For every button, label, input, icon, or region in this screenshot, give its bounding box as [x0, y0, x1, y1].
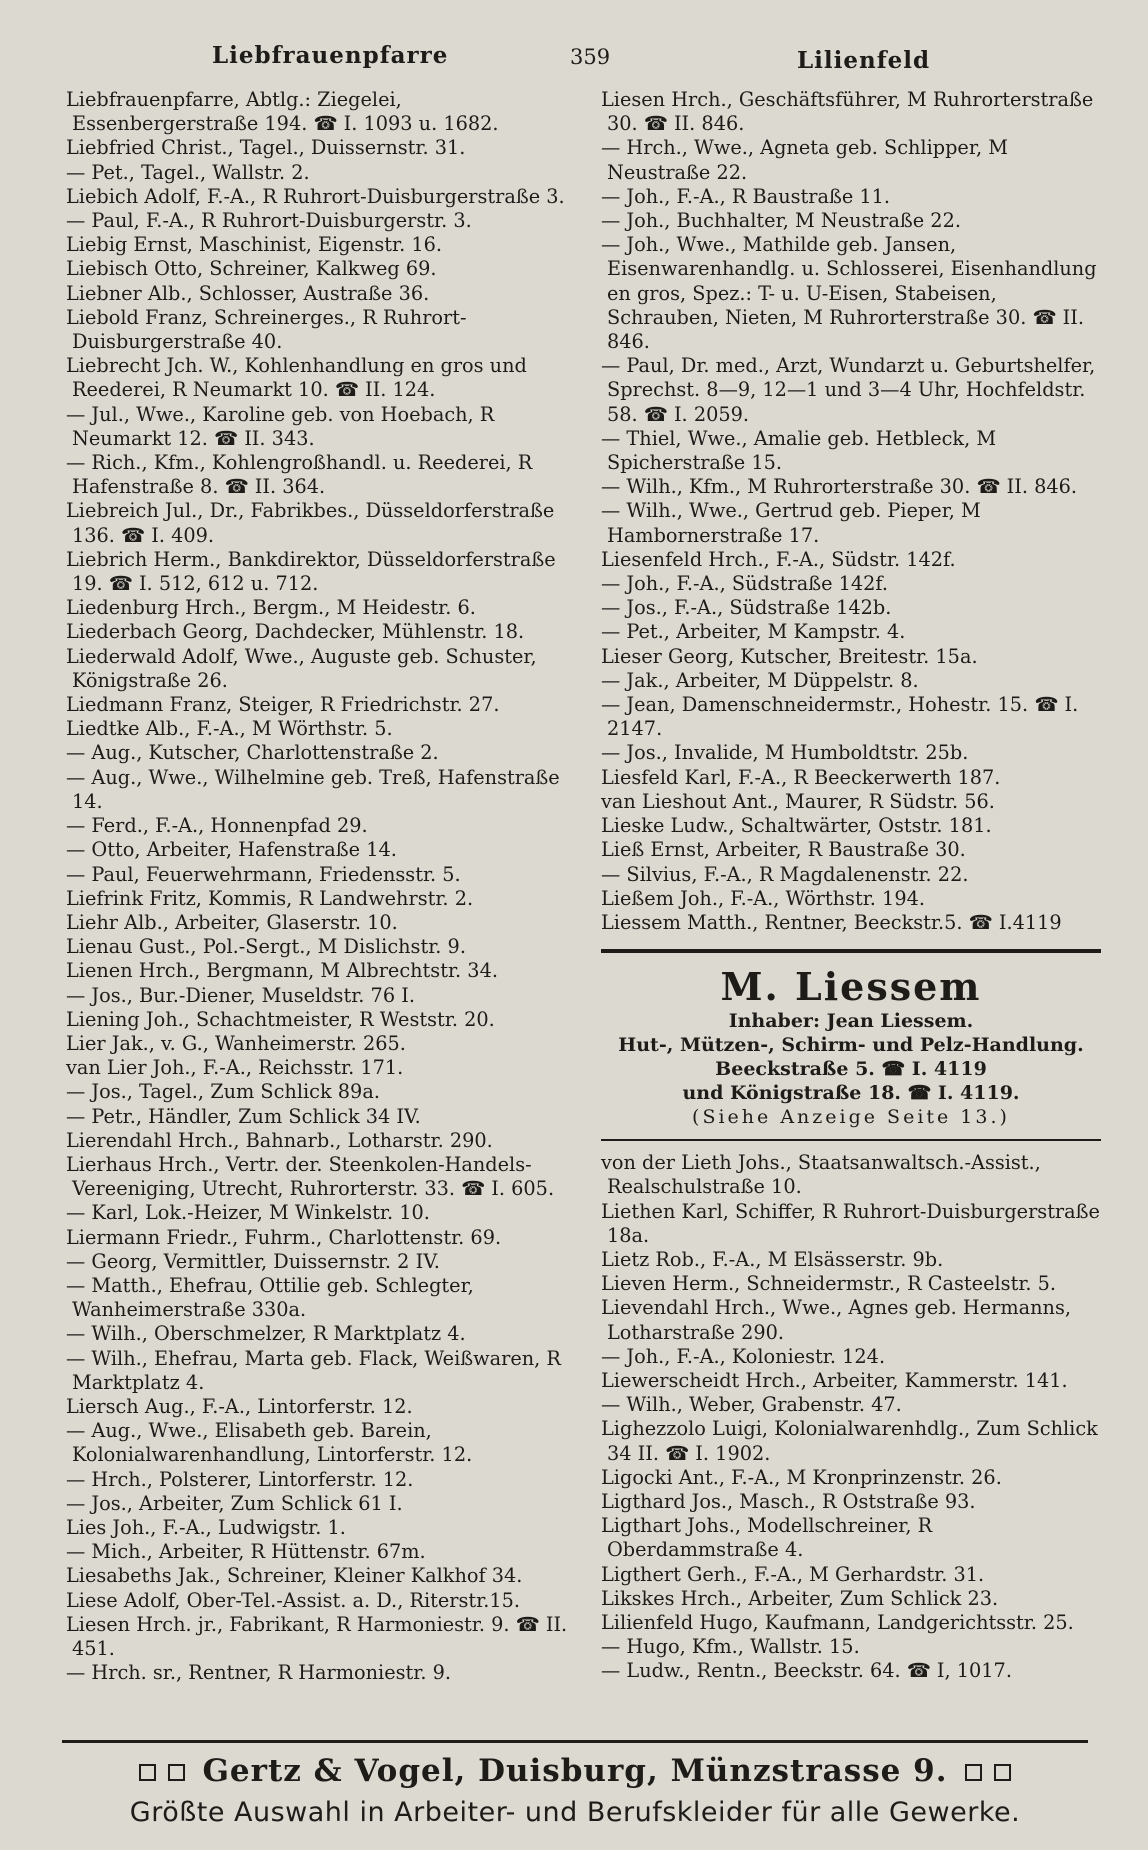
directory-entry: Lier Jak., v. G., Wanheimerstr. 265.: [66, 1031, 406, 1055]
directory-entry: — Aug., Wwe., Wilhelmine geb. Treß, Hafenstraße 14.: [66, 765, 560, 813]
directory-entry: Lilienfeld Hugo, Kaufmann, Landgerichtsstr. 25.: [601, 1610, 1074, 1634]
directory-entry: Lierhaus Hrch., Vertr. der. Steenkolen-Handels-Vereeniging, Utrecht, Ruhrorterstr. 33. ☎ I. 605.: [66, 1152, 555, 1201]
directory-entry: Liermann Friedr., Fuhrm., Charlottenstr. 69.: [66, 1225, 502, 1249]
directory-entry: Lighezzolo Luigi, Kolonialwarenhdlg., Zum Schlick 34 II. ☎ I. 1902.: [601, 1417, 1098, 1465]
directory-entry: — Otto, Arbeiter, Hafenstraße 14.: [66, 838, 397, 862]
directory-entry: Ließ Ernst, Arbeiter, R Baustraße 30.: [601, 838, 966, 862]
directory-entry: van Lieshout Ant., Maurer, R Südstr. 56.: [601, 789, 995, 813]
square-icon: [139, 1764, 156, 1781]
page-number: 359: [570, 45, 611, 69]
directory-entry: Liebreich Jul., Dr., Fabrikbes., Düsseldorferstraße 136. ☎ I. 409.: [66, 499, 555, 547]
directory-entry: Liese Adolf, Ober-Tel.-Assist. a. D., Riterstr.15.: [66, 1588, 521, 1612]
directory-entry: — Aug., Wwe., Elisabeth geb. Barein, Kolonialwarenhandlung, Lintorferstr. 12.: [66, 1419, 473, 1467]
header-right-keyword: Lilienfeld: [797, 47, 931, 74]
directory-entry: Liesen Hrch., Geschäftsführer, M Ruhrorterstraße 30. ☎ II. 846.: [601, 88, 1094, 136]
directory-entry: — Ferd., F.-A., Honnenpfad 29.: [66, 814, 368, 838]
directory-entry: Liening Joh., Schachtmeister, R Weststr. 20.: [66, 1007, 495, 1031]
directory-entry: — Petr., Händler, Zum Schlick 34 IV.: [66, 1104, 421, 1128]
directory-entry: Liesenfeld Hrch., F.-A., Südstr. 142f.: [601, 547, 956, 571]
directory-entry: Liebner Alb., Schlosser, Austraße 36.: [66, 281, 430, 305]
directory-entry: Liebfried Christ., Tagel., Duissernstr. 31.: [66, 136, 466, 160]
directory-entry: — Matth., Ehefrau, Ottilie geb. Schlegter, Wanheimerstraße 330a.: [66, 1273, 474, 1322]
directory-entry: Ligthert Gerh., F.-A., M Gerhardstr. 31.: [601, 1562, 985, 1586]
directory-entry: Lierendahl Hrch., Bahnarb., Lotharstr. 290.: [66, 1128, 493, 1152]
directory-entry: Liebold Franz, Schreinerges., R Ruhrort-Duisburgerstraße 40.: [66, 305, 467, 354]
footer-line-2: Größte Auswahl in Arbeiter- und Berufskleider für alle Gewerke.: [129, 1797, 1021, 1828]
ad-address-2: und Königstraße 18. ☎ I. 4119.: [682, 1082, 1020, 1105]
directory-entry: — Hrch., Wwe., Agneta geb. Schlipper, M Neustraße 22.: [601, 136, 1008, 184]
directory-entry: — Paul, F.-A., R Ruhrort-Duisburgerstr. 3.: [66, 209, 472, 233]
directory-entry: Liederbach Georg, Dachdecker, Mühlenstr. 18.: [66, 620, 525, 644]
directory-entry: — Thiel, Wwe., Amalie geb. Hetbleck, M Spicherstraße 15.: [601, 426, 997, 475]
directory-entry: Lienau Gust., Pol.-Sergt., M Dislichstr. 9.: [66, 935, 466, 959]
directory-entry: — Joh., Wwe., Mathilde geb. Jansen, Eisenwarenhandlg. u. Schlosserei, Eisenhandlung en gros, Spez.: T- u. U-Eisen, Stabeisen, Schrauben, Nieten, M Ruhrorterstraße 30. ☎ II. 846.: [601, 233, 1097, 354]
directory-entry: Liedenburg Hrch., Bergm., M Heidestr. 6.: [66, 596, 476, 620]
ad-owner: Inhaber: Jean Liessem.: [728, 1010, 974, 1033]
directory-entry: Liebich Adolf, F.-A., R Ruhrort-Duisburgerstraße 3.: [66, 184, 565, 208]
ad-address-1: Beeckstraße 5. ☎ I. 4119: [715, 1058, 987, 1081]
directory-entry: von der Lieth Johs., Staatsanwaltsch.-Assist., Realschulstraße 10.: [601, 1151, 1041, 1199]
directory-entry: — Wilh., Oberschmelzer, R Marktplatz 4.: [66, 1322, 466, 1346]
footer-advertisement: [62, 1740, 1088, 1828]
directory-entry: Ligthart Johs., Modellschreiner, R Oberdammstraße 4.: [601, 1514, 933, 1562]
directory-entry: — Jos., Invalide, M Humboldtstr. 25b.: [601, 741, 969, 765]
directory-entry: Lieske Ludw., Schaltwärter, Oststr. 181.: [601, 814, 992, 838]
directory-entry: Lieser Georg, Kutscher, Breitestr. 15a.: [601, 644, 978, 668]
directory-entry: — Hrch. sr., Rentner, R Harmoniestr. 9.: [66, 1661, 452, 1685]
ad-title: M. Liessem: [720, 964, 982, 1010]
directory-entry: Lies Joh., F.-A., Ludwigstr. 1.: [66, 1515, 346, 1539]
directory-entry: — Pet., Arbeiter, M Kampstr. 4.: [601, 620, 906, 644]
directory-entry: — Georg, Vermittler, Duissernstr. 2 IV.: [66, 1249, 440, 1273]
directory-entry: — Ludw., Rentn., Beeckstr. 64. ☎ I, 1017.: [601, 1659, 1012, 1683]
directory-entry: — Rich., Kfm., Kohlengroßhandl. u. Reederei, R Hafenstraße 8. ☎ II. 364.: [66, 451, 533, 499]
directory-entry: — Karl, Lok.-Heizer, M Winkelstr. 10.: [66, 1201, 430, 1225]
directory-entry: — Jos., Tagel., Zum Schlick 89a.: [66, 1080, 380, 1104]
directory-entry: Liedtke Alb., F.-A., M Wörthstr. 5.: [66, 717, 393, 741]
directory-entry: Liesen Hrch. jr., Fabrikant, R Harmoniestr. 9. ☎ II. 451.: [66, 1612, 568, 1660]
left-column: [66, 88, 570, 1685]
directory-entry: Liebfrauenpfarre, Abtlg.: Ziegelei, Essenbergerstraße 194. ☎ I. 1093 u. 1682.: [66, 88, 499, 136]
directory-entry: — Hugo, Kfm., Wallstr. 15.: [601, 1635, 860, 1659]
directory-entry: — Wilh., Wwe., Gertrud geb. Pieper, M Hambornerstraße 17.: [601, 499, 981, 547]
directory-entry: — Jul., Wwe., Karoline geb. von Hoebach, R Neumarkt 12. ☎ II. 343.: [66, 402, 495, 450]
directory-entry: Liebrich Herm., Bankdirektor, Düsseldorferstraße 19. ☎ I. 512, 612 u. 712.: [66, 547, 556, 596]
directory-entry: Ließem Joh., F.-A., Wörthstr. 194.: [601, 886, 925, 910]
advertisement-liessem: [601, 949, 1101, 1141]
directory-entry: Liebrecht Jch. W., Kohlenhandlung en gros und Reederei, R Neumarkt 10. ☎ II. 124.: [66, 354, 527, 402]
directory-entry: Liefrink Fritz, Kommis, R Landwehrstr. 2.: [66, 886, 474, 910]
directory-entry: — Pet., Tagel., Wallstr. 2.: [66, 160, 310, 184]
directory-entry: Liewerscheidt Hrch., Arbeiter, Kammerstr. 141.: [601, 1368, 1068, 1392]
directory-entry: — Silvius, F.-A., R Magdalenenstr. 22.: [601, 862, 969, 886]
directory-entry: — Wilh., Weber, Grabenstr. 47.: [601, 1393, 902, 1417]
directory-entry: Lietz Rob., F.-A., M Elsässerstr. 9b.: [601, 1247, 944, 1271]
right-column-entries-bottom: [601, 1151, 1101, 1683]
footer-line-1: [62, 1753, 1088, 1789]
directory-entry: — Jos., Bur.-Diener, Museldstr. 76 I.: [66, 983, 415, 1007]
directory-entry: — Joh., F.-A., Südstraße 142f.: [601, 572, 889, 596]
ad-see-reference: (Siehe Anzeige Seite 13.): [692, 1106, 1010, 1129]
directory-entry: — Jos., F.-A., Südstraße 142b.: [601, 596, 892, 620]
directory-entry: Liethen Karl, Schiffer, R Ruhrort-Duisburgerstraße 18a.: [601, 1199, 1100, 1247]
square-icon: [168, 1764, 185, 1781]
directory-entry: Liebig Ernst, Maschinist, Eigenstr. 16.: [66, 233, 443, 257]
directory-entry: Lieven Herm., Schneidermstr., R Casteelstr. 5.: [601, 1272, 1057, 1296]
directory-entry: — Mich., Arbeiter, R Hüttenstr. 67m.: [66, 1540, 426, 1564]
directory-entry: Liesfeld Karl, F.-A., R Beeckerwerth 187.: [601, 765, 1001, 789]
directory-entry: Likskes Hrch., Arbeiter, Zum Schlick 23.: [601, 1586, 999, 1610]
directory-entry: — Joh., F.-A., R Baustraße 11.: [601, 184, 891, 208]
directory-entry: Liersch Aug., F.-A., Lintorferstr. 12.: [66, 1394, 413, 1418]
page-header: [62, 42, 1106, 82]
directory-entry: — Wilh., Kfm., M Ruhrorterstraße 30. ☎ II. 846.: [601, 475, 1078, 499]
directory-entry: Ligthard Jos., Masch., R Oststraße 93.: [601, 1489, 976, 1513]
right-column: [601, 88, 1101, 1684]
directory-entry: Liessem Matth., Rentner, Beeckstr.5. ☎ I.4119: [601, 910, 1062, 934]
directory-entry: Liesabeths Jak., Schreiner, Kleiner Kalkhof 34.: [66, 1564, 523, 1588]
directory-entry: Liebisch Otto, Schreiner, Kalkweg 69.: [66, 257, 437, 281]
square-icon: [965, 1764, 982, 1781]
directory-entry: — Joh., Buchhalter, M Neustraße 22.: [601, 209, 961, 233]
directory-entry: van Lier Joh., F.-A., Reichsstr. 171.: [66, 1056, 404, 1080]
directory-entry: Liehr Alb., Arbeiter, Glaserstr. 10.: [66, 910, 398, 934]
directory-entry: — Jak., Arbeiter, M Düppelstr. 8.: [601, 668, 919, 692]
directory-entry: — Jean, Damenschneidermstr., Hohestr. 15. ☎ I. 2147.: [601, 693, 1079, 741]
directory-entry: — Joh., F.-A., Koloniestr. 124.: [601, 1344, 886, 1368]
directory-entry: Ligocki Ant., F.-A., M Kronprinzenstr. 26.: [601, 1465, 1002, 1489]
directory-entry: — Paul, Dr. med., Arzt, Wundarzt u. Geburtshelfer, Sprechst. 8—9, 12—1 und 3—4 Uhr, Hochfeldstr. 58. ☎ I. 2059.: [601, 354, 1096, 426]
header-left-keyword: Liebfrauenpfarre: [212, 42, 449, 69]
directory-entry: Liedmann Franz, Steiger, R Friedrichstr. 27.: [66, 693, 500, 717]
directory-entry: — Aug., Kutscher, Charlottenstraße 2.: [66, 741, 439, 765]
footer-company: Gertz & Vogel, Duisburg, Münzstrasse 9.: [202, 1753, 948, 1789]
directory-entry: Lievendahl Hrch., Wwe., Agnes geb. Hermanns, Lotharstraße 290.: [601, 1296, 1071, 1344]
directory-entry: Lienen Hrch., Bergmann, M Albrechtstr. 34.: [66, 959, 498, 983]
directory-entry: — Wilh., Ehefrau, Marta geb. Flack, Weißwaren, R Marktplatz 4.: [66, 1346, 561, 1394]
directory-entry: — Paul, Feuerwehrmann, Friedensstr. 5.: [66, 862, 461, 886]
right-column-entries-top: [601, 88, 1101, 935]
ad-trade: Hut-, Mützen-, Schirm- und Pelz-Handlung.: [618, 1034, 1084, 1057]
directory-entry: — Hrch., Polsterer, Lintorferstr. 12.: [66, 1467, 414, 1491]
square-icon: [994, 1764, 1011, 1781]
directory-entry: — Jos., Arbeiter, Zum Schlick 61 I.: [66, 1491, 403, 1515]
directory-entry: Liederwald Adolf, Wwe., Auguste geb. Schuster, Königstraße 26.: [66, 644, 537, 692]
